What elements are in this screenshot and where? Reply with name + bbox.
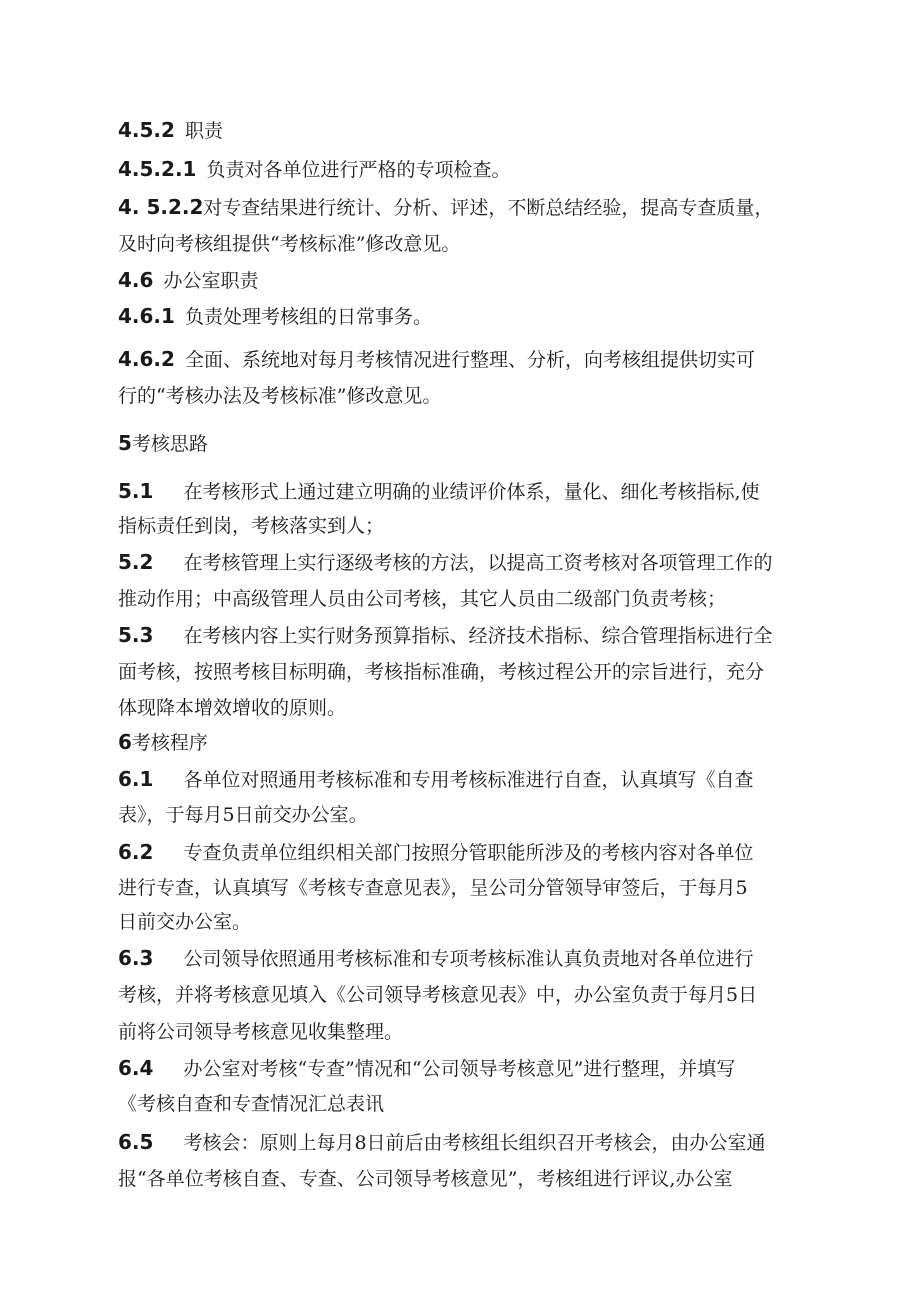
section-number: 4.5.2 (118, 118, 175, 142)
paragraph-line (118, 803, 368, 827)
paragraph-line (118, 696, 346, 720)
section-heading (118, 431, 208, 455)
line-text: 公司领导依照通用考核标准和专项考核标准认真负责地对各单位进行 (183, 948, 754, 970)
line-text: 负责处理考核组的日常事务。 (184, 306, 432, 328)
section-number: 6 (118, 730, 132, 754)
section-number: 6.3 (118, 946, 154, 970)
line-text: 表》，于每月5日前交办公室。 (118, 804, 368, 826)
section-number: 5.2 (118, 550, 154, 574)
paragraph-line (118, 384, 441, 408)
paragraph-line (118, 550, 772, 574)
paragraph-line (118, 1056, 735, 1080)
line-text: 报“各单位考核自查、专查、公司领导考核意见”，考核组进行评议,办公室 (118, 1168, 733, 1190)
section-heading (118, 730, 208, 754)
line-text: 推动作用；中高级管理人员由公司考核，其它人员由二级部门负责考核； (118, 588, 727, 610)
section-heading (118, 268, 258, 292)
section-number: 5 (118, 431, 132, 455)
paragraph-line (118, 1130, 766, 1154)
paragraph-line (118, 983, 757, 1007)
line-text: 各单位对照通用考核标准和专用考核标准进行自查，认真填写《自查 (183, 769, 754, 791)
line-text: 办公室对考核“专查”情况和“公司领导考核意见”进行整理，并填写 (183, 1058, 736, 1080)
paragraph-line (118, 479, 759, 503)
line-text: 对专查结果进行统计、分析、评述，不断总结经验，提高专查质量， (203, 197, 774, 219)
paragraph-line (118, 910, 251, 934)
paragraph-line (118, 514, 384, 538)
line-text: 前将公司领导考核意见收集整理。 (118, 1021, 404, 1043)
section-number: 5.1 (118, 479, 154, 503)
paragraph-line (118, 623, 772, 647)
paragraph-line (118, 1167, 732, 1191)
paragraph-line (118, 304, 432, 328)
paragraph-line (118, 232, 460, 256)
line-text: 行的“考核办法及考核标准”修改意见。 (118, 385, 442, 407)
line-text: 在考核形式上通过建立明确的业绩评价体系，量化、细化考核指标,使 (183, 481, 760, 503)
line-text: 日前交办公室。 (118, 911, 252, 933)
paragraph-line (118, 660, 764, 684)
paragraph-line (118, 1020, 403, 1044)
line-text: 全面、系统地对每月考核情况进行整理、分析，向考核组提供切实可 (184, 349, 755, 371)
section-number: 6.5 (118, 1130, 154, 1154)
section-number: 5.3 (118, 623, 154, 647)
line-text: 体现降本增效增收的原则。 (118, 697, 347, 719)
line-text: 专查负责单位组织相关部门按照分管职能所涉及的考核内容对各单位 (183, 842, 754, 864)
section-number: 4. 5.2.2 (118, 195, 204, 219)
line-text: 及时向考核组提供“考核标准”修改意见。 (118, 233, 461, 255)
line-text: 《考核自查和专查情况汇总表讯 (118, 1093, 385, 1115)
paragraph-line (118, 876, 748, 900)
section-number: 4.6.2 (118, 347, 175, 371)
paragraph-line (118, 347, 755, 371)
section-text: 办公室职责 (163, 270, 259, 292)
paragraph-line (118, 157, 510, 181)
line-text: 负责对各单位进行严格的专项检查。 (206, 159, 511, 181)
section-number: 4.5.2.1 (118, 157, 197, 181)
line-text: 在考核内容上实行财务预算指标、经济技术指标、综合管理指标进行全 (183, 625, 773, 647)
paragraph-line (118, 587, 726, 611)
section-number: 6.4 (118, 1056, 154, 1080)
section-text: 职责 (184, 120, 223, 142)
section-number: 4.6 (118, 268, 154, 292)
line-text: 考核会：原则上每月8日前后由考核组长组织召开考核会，由办公室通 (183, 1132, 766, 1154)
line-text: 进行专查，认真填写《考核专查意见表》，呈公司分管领导审签后，于每月5 (118, 877, 748, 899)
paragraph-line (118, 767, 753, 791)
paragraph-line (118, 840, 753, 864)
line-text: 在考核管理上实行逐级考核的方法，以提高工资考核对各项管理工作的 (183, 552, 773, 574)
paragraph-line (118, 1092, 384, 1116)
line-text: 面考核，按照考核目标明确，考核指标准确，考核过程公开的宗旨进行，充分 (118, 661, 765, 683)
section-text: 考核程序 (131, 732, 208, 754)
section-heading (118, 118, 223, 142)
section-number: 6.2 (118, 840, 154, 864)
paragraph-line (118, 946, 753, 970)
section-number: 6.1 (118, 767, 154, 791)
line-text: 指标责任到岗，考核落实到人； (118, 515, 385, 537)
section-text: 考核思路 (131, 433, 208, 455)
paragraph-line (118, 195, 773, 219)
section-number: 4.6.1 (118, 304, 175, 328)
line-text: 考核，并将考核意见填入《公司领导考核意见表》中，办公室负责于每月5日 (118, 984, 758, 1006)
